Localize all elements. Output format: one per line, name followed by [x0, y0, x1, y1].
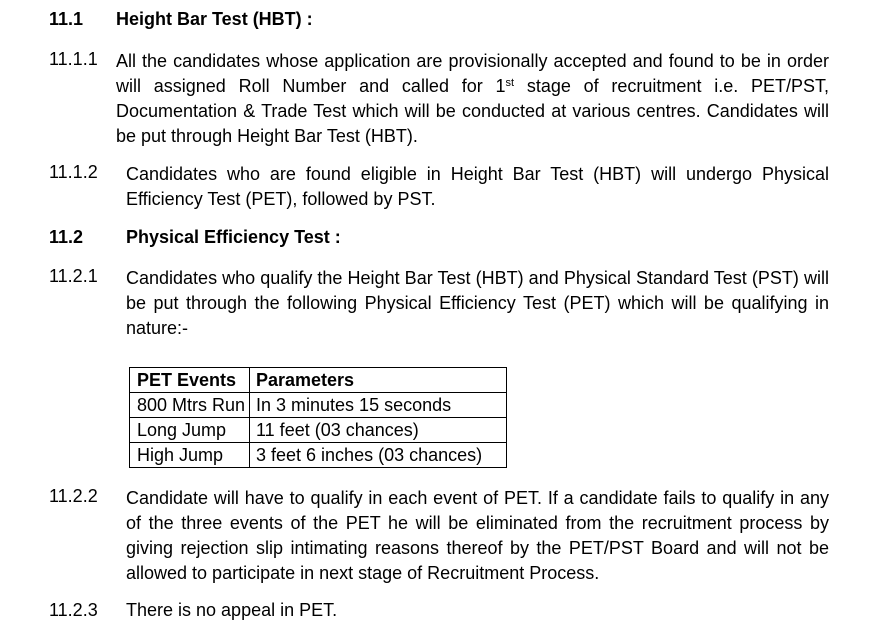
table-header-row	[130, 368, 507, 393]
clause-11-2-1-text: Candidates who qualify the Height Bar Test (HBT) and Physical Standard Test (PST) will be put through the following Physical Efficiency Test (PET) which will be qualifying in nature:-	[126, 268, 829, 338]
table-cell: 11 feet (03 chances)	[250, 418, 507, 443]
clause-11-2-3-text: There is no appeal in PET.	[126, 600, 338, 620]
table-cell: 3 feet 6 inches (03 chances)	[250, 443, 507, 468]
clause-number-11-1-1: 11.1.1	[49, 49, 98, 69]
table-row	[130, 443, 507, 468]
table-cell: 800 Mtrs Run	[130, 393, 250, 418]
clause-number-11-2-1: 11.2.1	[49, 266, 98, 286]
clause-number-11-2-3: 11.2.3	[49, 600, 98, 620]
table-header: PET Events	[130, 368, 250, 393]
section-title-pet: Physical Efficiency Test :	[126, 227, 341, 247]
pet-table	[129, 367, 507, 468]
clause-11-1-1-text-start: All the candidates whose application are provisionally accepted and found to be in order will assigned Roll Number and called for 1	[116, 51, 829, 96]
superscript-st: st	[505, 77, 515, 89]
table-row	[130, 418, 507, 443]
section-number-11-2: 11.2	[49, 227, 84, 247]
clause-11-1-1-text-end: stage of recruitment i.e. PET/PST, Documentation & Trade Test which will be conducted at various centres. Candidates will be put through Height Bar Test (HBT).	[116, 76, 830, 146]
section-number-11-1: 11.1	[49, 9, 84, 29]
clause-11-1-2-text: Candidates who are found eligible in Height Bar Test (HBT) will undergo Physical Efficiency Test (PET), followed by PST.	[126, 164, 829, 209]
table-header: Parameters	[250, 368, 507, 393]
table-cell: High Jump	[130, 443, 250, 468]
table-cell: In 3 minutes 15 seconds	[250, 393, 507, 418]
table-row	[130, 393, 507, 418]
clause-number-11-1-2: 11.1.2	[49, 162, 98, 182]
clause-11-2-2-text: Candidate will have to qualify in each event of PET. If a candidate fails to qualify in any of the three events of the PET he will be eliminated from the recruitment process by giving rejection slip intimating reasons thereof by the PET/PST Board and will not be allowed to participate in next stage of Recruitment Process.	[126, 488, 829, 583]
clause-number-11-2-2: 11.2.2	[49, 486, 98, 506]
section-title-hbt: Height Bar Test (HBT) :	[116, 9, 313, 29]
table-cell: Long Jump	[130, 418, 250, 443]
clause-11-1-1-text	[116, 49, 829, 149]
